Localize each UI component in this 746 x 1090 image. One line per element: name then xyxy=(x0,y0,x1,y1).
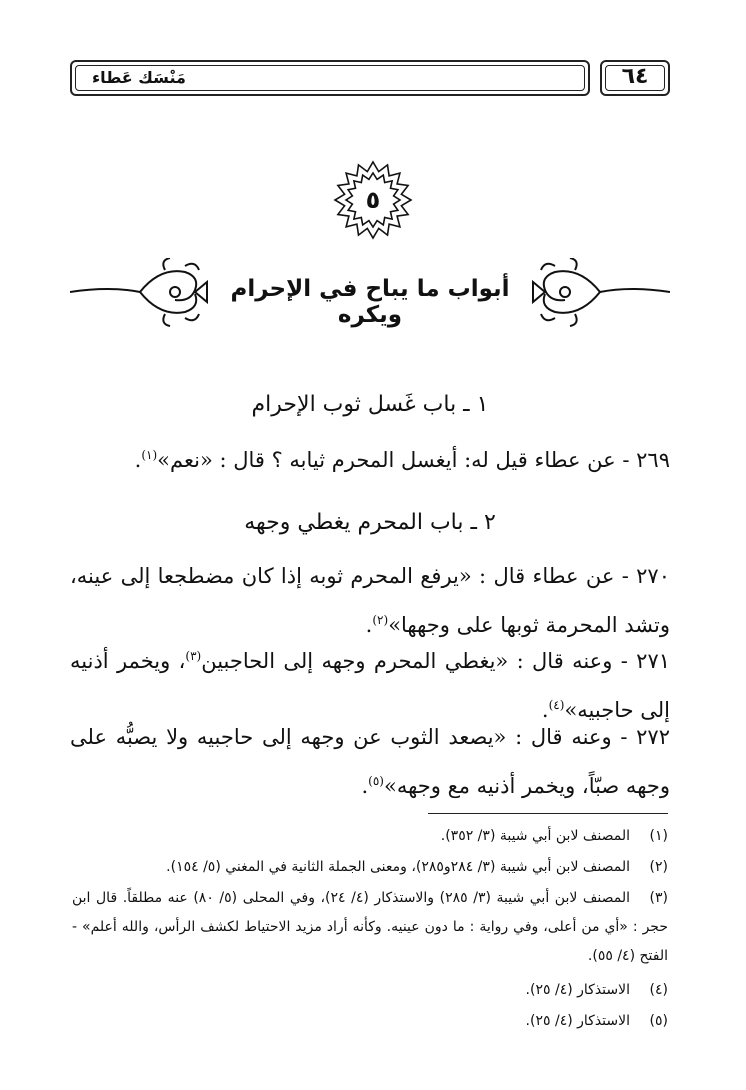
footnote-number: (٢) xyxy=(649,859,668,875)
section-title: ١ ـ باب غَسل ثوب الإحرام xyxy=(251,392,489,417)
hadith-number: ٢٧١ - xyxy=(620,649,671,673)
footnote xyxy=(72,884,668,971)
section-title: ٢ ـ باب المحرم يغطي وجهه xyxy=(244,510,496,535)
chapter-title: أبواب ما يباح في الإحرام ويكره xyxy=(230,276,510,328)
footnote xyxy=(72,976,668,1005)
chapter-heading xyxy=(70,258,670,338)
footnote-text: المصنف لابن أبي شيبة (٣/ ٣٥٢). xyxy=(440,828,630,844)
book-title: مَنْسَك عَطاء xyxy=(92,68,186,87)
footnote-text: المصنف لابن أبي شيبة (٣/ ٢٨٥) والاستذكار (٤/ ٢٤)، وفي المحلى (٥/ ٨٠) عنه مطلقاً. قال ابن حجر : «أي من أعلى، وفي رواية : ما دون عينيه. وكأنه أراد مزيد الاحتياط لكشف الرأس، والله أعلم» - الفتح (٤/ ٥٥). xyxy=(72,890,668,964)
hadith-text: ، ويخمر أذنيه إلى حاجبيه» xyxy=(70,649,670,722)
hadith-270: ٢٧٠ - عن عطاء قال : «يرفع المحرم ثوبه إذا كان مضطجعا إلى عينه، وتشد المحرمة ثوبها على وجهها»$^{(٢)}$. xyxy=(70,564,670,637)
footnote-number: (٣) xyxy=(649,890,668,906)
hadith-272: ٢٧٢ - وعنه قال : «يصعد الثوب عن وجهه إلى حاجبيه ولا يصبُّه على وجهه صبّاً، ويخمر أذنيه مع وجهه»$^{(٥)}$. xyxy=(70,725,670,798)
footnote-ref: (٥) xyxy=(368,774,384,788)
hadith-text: وعنه قال : «يغطي المحرم وجهه إلى الحاجبين xyxy=(201,649,613,673)
footnote-divider xyxy=(428,813,668,814)
footnote xyxy=(72,822,668,851)
footnote-ref: (٣) xyxy=(185,649,202,663)
footnote-ref: (٤) xyxy=(548,698,565,712)
chapter-number: ٥ xyxy=(365,186,381,214)
hadith-271: ٢٧١ - وعنه قال : «يغطي المحرم وجهه إلى الحاجبين$^{(٣)}$، ويخمر أذنيه إلى حاجبيه»$^{(٤)}$. xyxy=(70,649,671,722)
footnote xyxy=(72,1007,668,1036)
star-badge-icon xyxy=(333,155,413,245)
ornament-left-icon xyxy=(70,258,210,338)
chapter-number-badge xyxy=(333,155,413,245)
ornament-right-icon xyxy=(530,258,670,338)
page-number: ٦٤ xyxy=(621,64,649,89)
hadith-text: عن عطاء قال : «يرفع المحرم ثوبه إذا كان مضطجعا إلى عينه، وتشد المحرمة ثوبها على وجهها» xyxy=(70,564,670,637)
hadith-number: ٢٧٠ - xyxy=(621,564,670,588)
running-header xyxy=(70,60,670,100)
footnote xyxy=(72,853,668,882)
footnote-number: (٤) xyxy=(649,982,668,998)
hadith-number: ٢٦٩ - xyxy=(622,448,670,472)
hadith-text: عن عطاء قيل له: أيغسل المحرم ثيابه ؟ قال : «نعم» xyxy=(157,448,616,472)
hadith-number: ٢٧٢ - xyxy=(620,725,670,749)
hadith-269: ٢٦٩ - عن عطاء قيل له: أيغسل المحرم ثيابه ؟ قال : «نعم»$^{(١)}$. xyxy=(134,448,670,472)
footnote-number: (٥) xyxy=(649,1013,668,1029)
footnote-text: الاستذكار (٤/ ٢٥). xyxy=(525,982,630,998)
hadith-text: وعنه قال : «يصعد الثوب عن وجهه إلى حاجبيه ولا يصبُّه على وجهه صبّاً، ويخمر أذنيه مع وجهه» xyxy=(70,725,670,798)
footnote-text: المصنف لابن أبي شيبة (٣/ ٢٨٤و٢٨٥)، ومعنى الجملة الثانية في المغني (٥/ ١٥٤). xyxy=(166,859,630,875)
footnote-ref: (١) xyxy=(141,448,158,462)
footnote-text: الاستذكار (٤/ ٢٥). xyxy=(525,1013,630,1029)
footnote-number: (١) xyxy=(649,828,668,844)
footnote-ref: (٢) xyxy=(372,613,389,627)
